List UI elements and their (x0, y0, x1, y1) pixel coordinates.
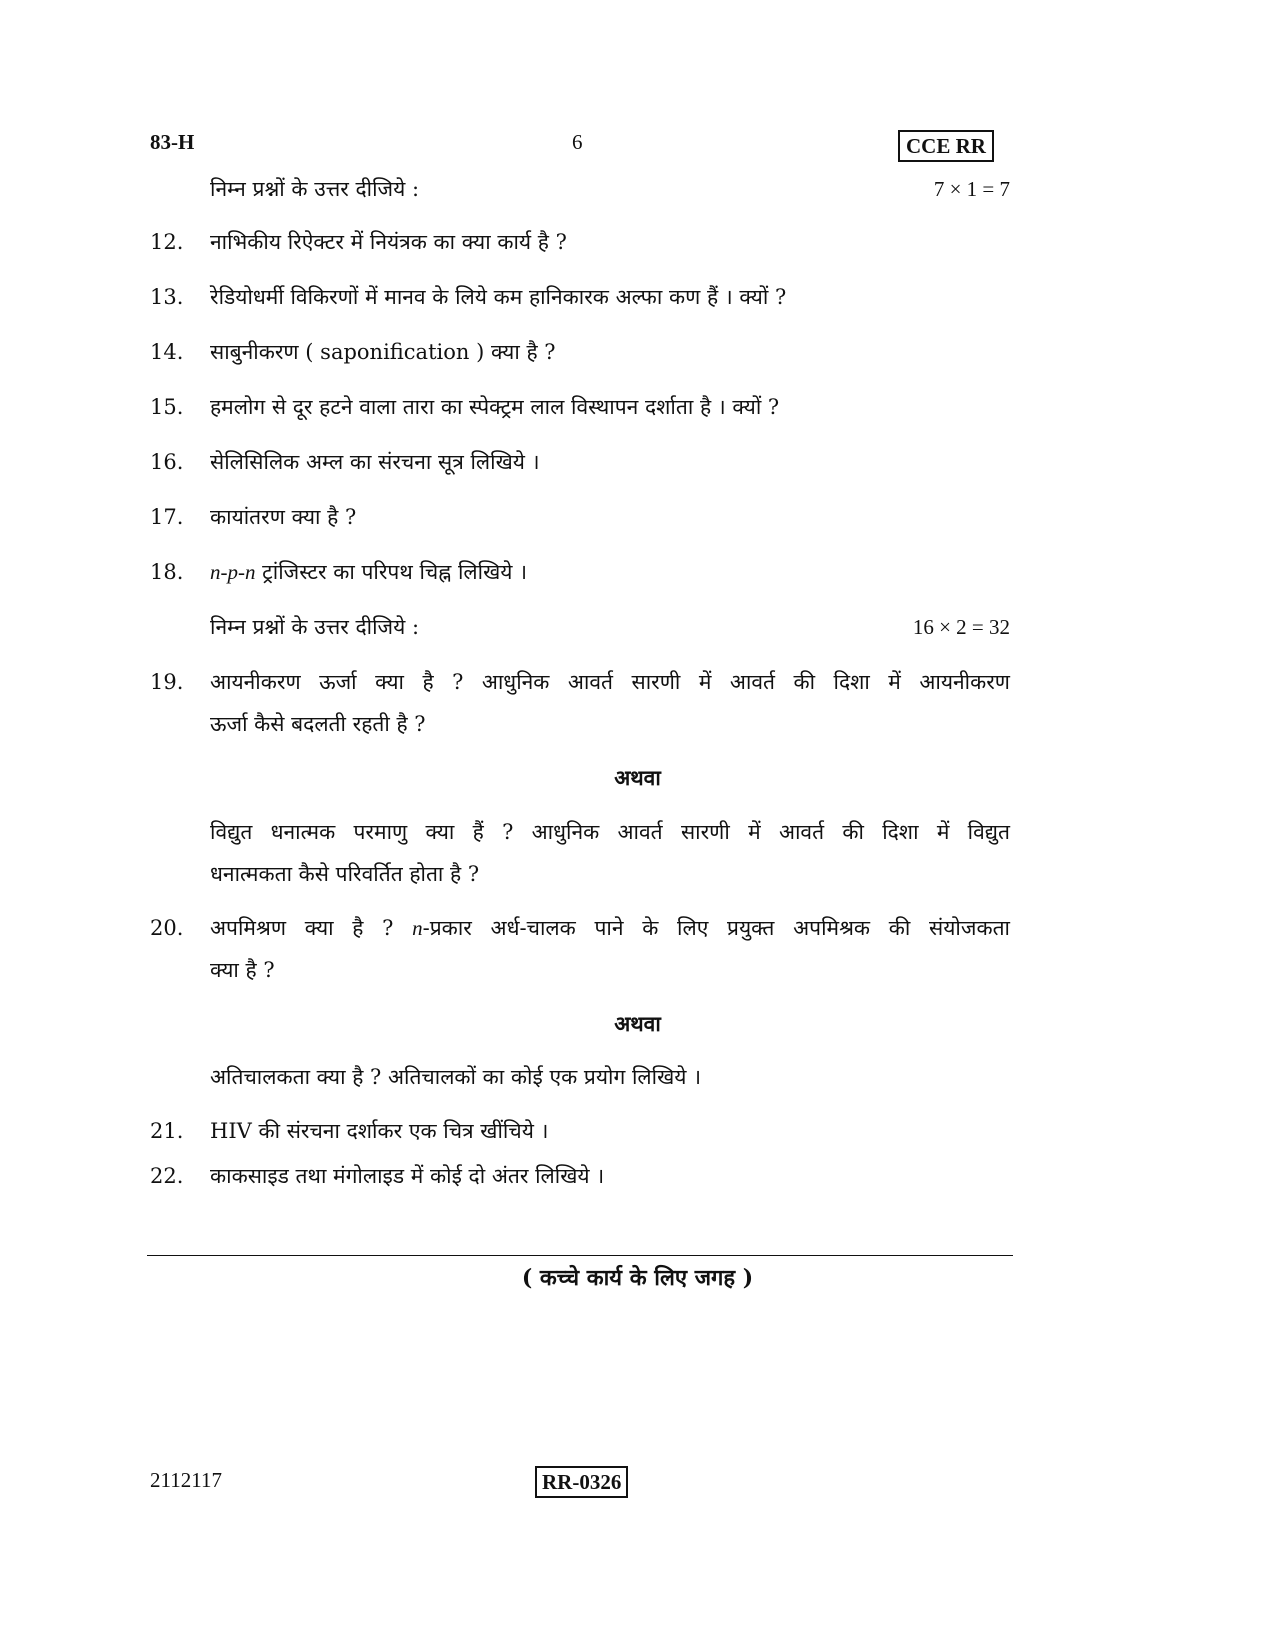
paper-code-footer: RR-0326 (535, 1466, 628, 1498)
serial-number: 2112117 (150, 1468, 222, 1492)
transistor-type: n-p-n (210, 560, 256, 584)
or-label-19: अथवा (614, 765, 661, 790)
q20-pre: अपमिश्रण क्या है ? (210, 916, 413, 940)
question-number: 20. (150, 916, 184, 940)
question-text: काकसाइड तथा मंगोलाइड में कोई दो अंतर लिखिये । (210, 1164, 605, 1188)
question-number: 22. (150, 1164, 184, 1188)
section-b-marks: 16 × 2 = 32 (912, 615, 1010, 639)
section-a-instruction: निम्न प्रश्नों के उत्तर दीजिये : (210, 177, 420, 201)
question-number: 14. (150, 340, 184, 364)
question-text-line2: क्या है ? (210, 958, 275, 982)
paper-code-header: 83-H (150, 130, 195, 154)
question-text-line1 (210, 914, 1010, 942)
question-text: साबुनीकरण ( saponification ) क्या है ? (210, 340, 556, 364)
question-text: रेडियोधर्मी विकिरणों में मानव के लिये कम हानिकारक अल्फा कण हैं । क्यों ? (210, 285, 787, 309)
question-number: 19. (150, 670, 184, 694)
alt-text-line1: अतिचालकता क्या है ? अतिचालकों का कोई एक प्रयोग लिखिये । (210, 1065, 702, 1089)
question-text: हमलोग से दूर हटने वाला तारा का स्पेक्ट्रम लाल विस्थापन दर्शाता है । क्यों ? (210, 395, 780, 419)
question-text (210, 558, 1010, 586)
question-number: 12. (150, 230, 184, 254)
question-text-line2: ऊर्जा कैसे बदलती रहती है ? (210, 712, 426, 736)
semiconductor-type: n (412, 916, 423, 940)
question-number: 17. (150, 505, 184, 529)
alt-text-line1: विद्युत धनात्मक परमाणु क्या हैं ? आधुनिक आवर्त सारणी में आवर्त की दिशा में विद्युत (210, 820, 1010, 844)
section-b-instruction: निम्न प्रश्नों के उत्तर दीजिये : (210, 615, 420, 639)
question-text-line1: आयनीकरण ऊर्जा क्या है ? आधुनिक आवर्त सारणी में आवर्त की दिशा में आयनीकरण (210, 670, 1010, 694)
q20-post: -प्रकार अर्ध-चालक पाने के लिए प्रयुक्त अपमिश्रक की संयोजकता (422, 916, 1010, 940)
question-text-rest: ट्रांजिस्टर का परिपथ चिह्न लिखिये । (255, 560, 528, 584)
question-text: HIV की संरचना दर्शाकर एक चित्र खींचिये । (210, 1119, 549, 1143)
question-number: 21. (150, 1119, 184, 1143)
question-number: 13. (150, 285, 184, 309)
question-text: नाभिकीय रिऐक्टर में नियंत्रक का क्या कार्य है ? (210, 230, 567, 254)
divider-line (147, 1255, 1013, 1256)
section-a-marks: 7 × 1 = 7 (933, 177, 1010, 201)
question-number: 16. (150, 450, 184, 474)
alt-text-line2: धनात्मकता कैसे परिवर्तित होता है ? (210, 862, 480, 886)
question-text: सेलिसिलिक अम्ल का संरचना सूत्र लिखिये । (210, 450, 540, 474)
question-text: कायांतरण क्या है ? (210, 505, 357, 529)
question-number: 18. (150, 560, 184, 584)
or-label-20: अथवा (614, 1011, 661, 1036)
question-number: 15. (150, 395, 184, 419)
series-badge: CCE RR (898, 130, 994, 162)
page-number: 6 (572, 130, 583, 154)
rough-work-label: ( कच्चे कार्य के लिए जगह ) (521, 1265, 754, 1291)
